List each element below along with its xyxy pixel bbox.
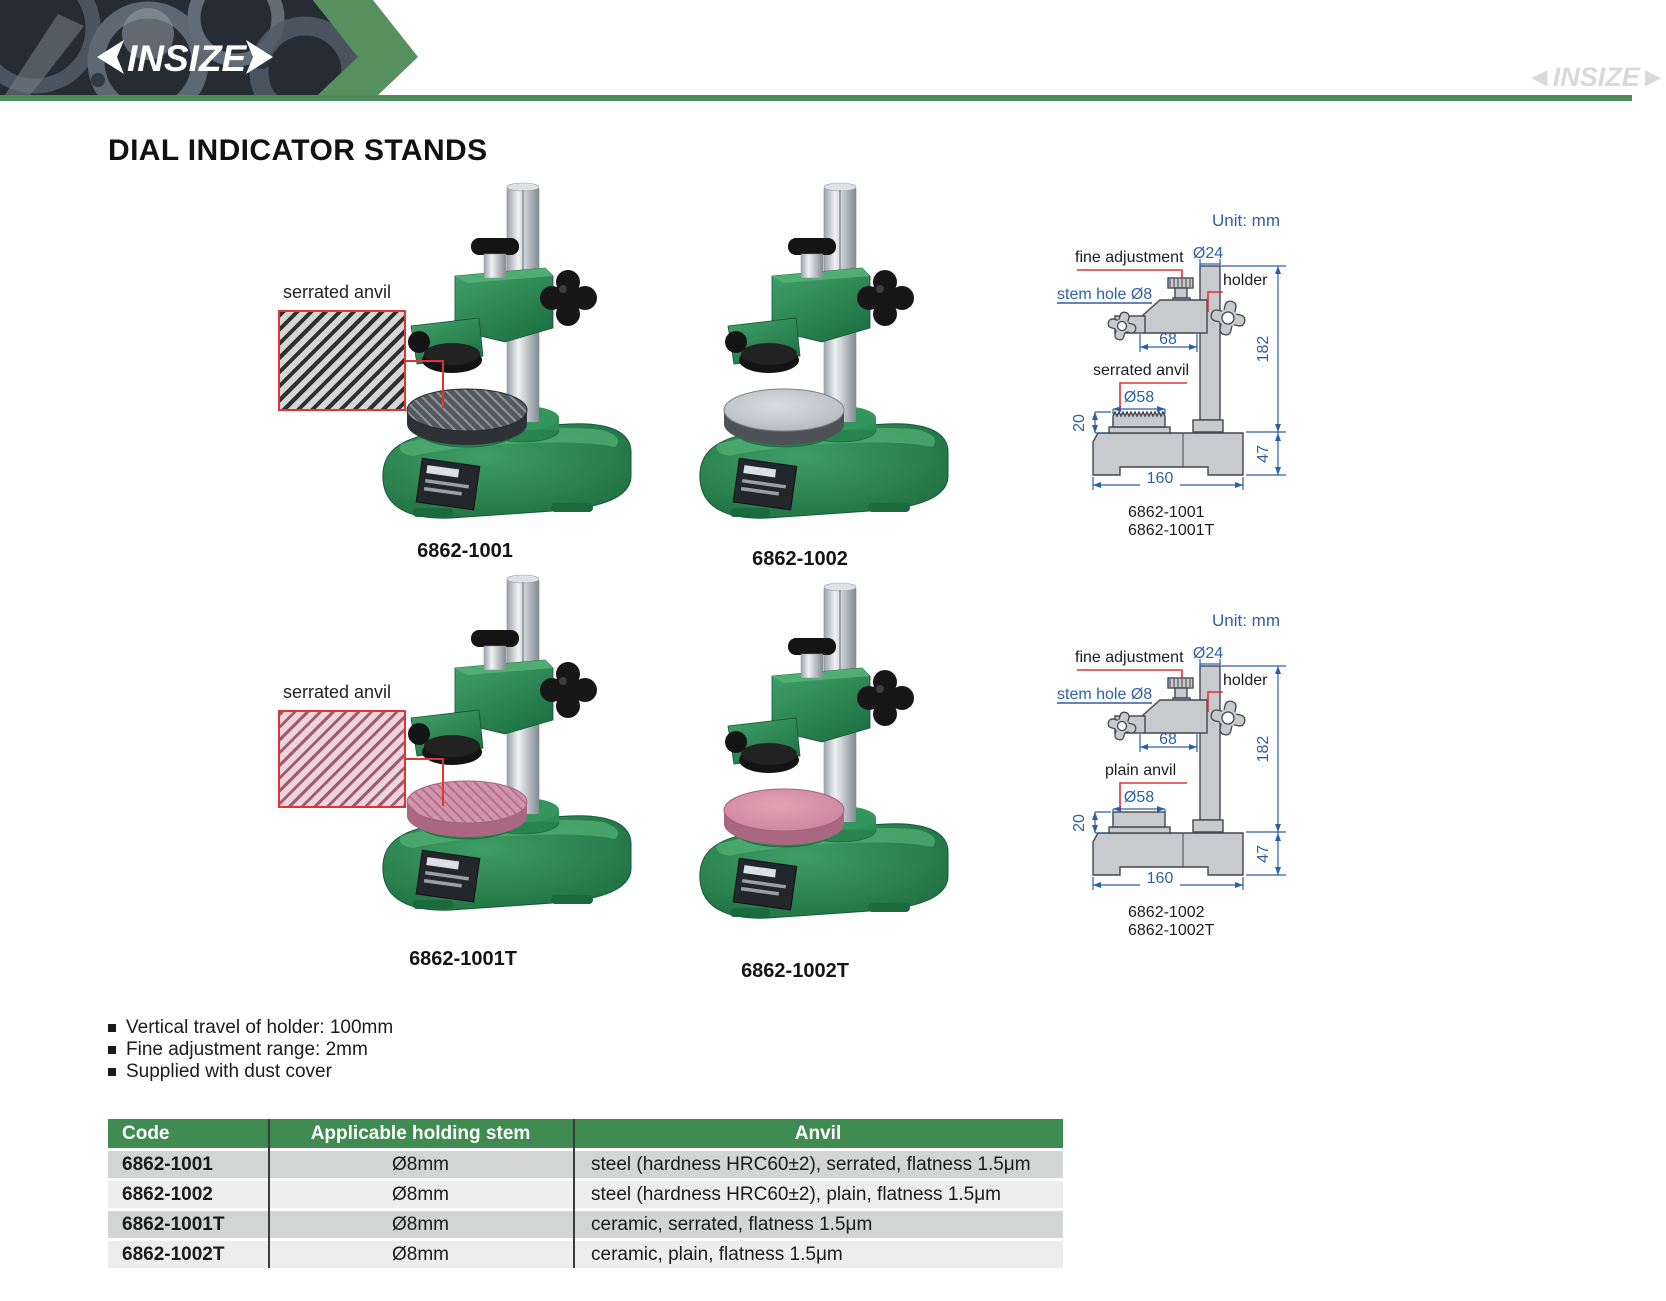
name-plate	[733, 858, 797, 910]
feature-item	[108, 1017, 393, 1039]
square-bullet-icon	[108, 1024, 116, 1032]
table-column-divider	[268, 1119, 270, 1268]
col-header-stem: Applicable holding stem	[268, 1119, 573, 1148]
plain-steel-anvil	[724, 389, 844, 445]
callout-line	[442, 758, 444, 806]
diagram-caption-1: 6862-1001	[1128, 504, 1205, 521]
diagram-caption-2: 6862-1001T	[1128, 522, 1215, 539]
header-photo-banner	[0, 0, 430, 96]
dim160: 160	[1146, 870, 1174, 887]
feature-item	[108, 1061, 332, 1083]
table-cell: Ø8mm	[268, 1181, 573, 1208]
serrated-anvil-profile	[1113, 412, 1165, 427]
serrated-texture-inset-1	[278, 310, 406, 411]
fine-adjustment-knob	[788, 238, 836, 255]
callout-serrated-anvil-2: serrated anvil	[283, 682, 392, 702]
table-cell: ceramic, plain, flatness 1.5μm	[573, 1241, 1063, 1268]
fine-adjustment-knob	[788, 638, 836, 655]
plain-anvil-profile	[1113, 812, 1165, 827]
unit-label: Unit: mm	[1212, 211, 1280, 230]
square-bullet-icon	[108, 1068, 116, 1076]
dia24-dim: Ø24	[1192, 645, 1224, 662]
table-cell: Ø8mm	[268, 1211, 573, 1238]
product-code-3: 6862-1001T	[409, 948, 517, 970]
callout-line	[442, 360, 444, 408]
name-plate	[416, 850, 480, 902]
watermark-logo	[1526, 62, 1666, 96]
name-plate	[733, 458, 797, 510]
table-cell: 6862-1001	[108, 1151, 268, 1178]
table-cell: steel (hardness HRC60±2), serrated, flatness 1.5μm	[573, 1151, 1063, 1178]
table-cell: 6862-1002T	[108, 1241, 268, 1268]
table-cell: ceramic, serrated, flatness 1.5μm	[573, 1211, 1063, 1238]
unit-label: Unit: mm	[1212, 611, 1280, 630]
logo-text: INSIZE	[127, 38, 247, 79]
watermark-left-arrow-icon: ◄	[1526, 62, 1553, 92]
table-cell: Ø8mm	[268, 1241, 573, 1268]
stem-clamp-knob-icon	[1105, 309, 1139, 343]
feature-text: Fine adjustment range: 2mm	[126, 1039, 368, 1060]
dia58-dim: Ø58	[1123, 789, 1155, 806]
dia58-dim: Ø58	[1123, 389, 1155, 406]
stem-hole-label: stem hole Ø8	[1057, 286, 1153, 303]
holder-label: holder	[1223, 272, 1268, 289]
fine-adjustment-knob	[471, 630, 519, 647]
table-cell: 6862-1001T	[108, 1211, 268, 1238]
col-header-code: Code	[108, 1119, 268, 1148]
product-code-1: 6862-1001	[417, 540, 513, 562]
product-code-2: 6862-1002	[752, 548, 848, 570]
watermark-right-arrow-icon: ►	[1639, 62, 1666, 92]
dim182: 182	[1255, 735, 1272, 763]
dim47: 47	[1255, 845, 1272, 863]
watermark-text: INSIZE	[1552, 62, 1640, 92]
callout-serrated-anvil-1: serrated anvil	[283, 282, 392, 302]
table-cell: 6862-1002	[108, 1181, 268, 1208]
product-code-4: 6862-1002T	[741, 960, 849, 982]
feature-item	[108, 1039, 368, 1061]
dim160: 160	[1146, 470, 1174, 487]
dim68: 68	[1159, 331, 1177, 348]
table-column-divider	[573, 1119, 575, 1268]
fine-adjustment-knob	[471, 238, 519, 255]
square-bullet-icon	[108, 1046, 116, 1054]
table-cell: steel (hardness HRC60±2), plain, flatness 1.5μm	[573, 1181, 1063, 1208]
callout-line	[404, 758, 444, 760]
serrated-steel-anvil	[407, 389, 527, 445]
holder-label: holder	[1223, 672, 1268, 689]
dim68: 68	[1159, 731, 1177, 748]
diagram-caption-2: 6862-1002T	[1128, 922, 1215, 939]
tech-diagram-6862-1002	[1010, 595, 1350, 945]
feature-text: Vertical travel of holder: 100mm	[126, 1017, 394, 1038]
diagram-caption-1: 6862-1002	[1128, 904, 1205, 921]
dim20: 20	[1071, 414, 1088, 432]
dim20: 20	[1071, 814, 1088, 832]
callout-line	[404, 360, 444, 362]
plain-ceramic-anvil	[724, 789, 844, 845]
serrated-texture-inset-2	[278, 710, 406, 808]
serrated-ceramic-anvil	[407, 781, 527, 837]
product-photo-6862-1002	[672, 180, 972, 525]
table-cell: Ø8mm	[268, 1151, 573, 1178]
dia24-dim: Ø24	[1192, 245, 1224, 262]
anvil-type-label: serrated anvil	[1093, 362, 1190, 379]
product-photo-6862-1002T	[672, 580, 972, 925]
fine-adjustment-label: fine adjustment	[1075, 249, 1184, 266]
page-title: DIAL INDICATOR STANDS	[108, 134, 488, 167]
header-divider-line	[0, 95, 1632, 101]
dim182: 182	[1255, 335, 1272, 363]
dim47: 47	[1255, 445, 1272, 463]
fine-adjustment-label: fine adjustment	[1075, 649, 1184, 666]
name-plate	[416, 458, 480, 510]
spec-table	[108, 1119, 1063, 1268]
anvil-type-label: plain anvil	[1105, 762, 1177, 779]
stem-hole-label: stem hole Ø8	[1057, 686, 1153, 703]
col-header-anvil: Anvil	[573, 1119, 1063, 1148]
feature-text: Supplied with dust cover	[126, 1061, 332, 1082]
stem-clamp-knob-icon	[1105, 709, 1139, 743]
tech-diagram-6862-1001	[1010, 195, 1350, 545]
